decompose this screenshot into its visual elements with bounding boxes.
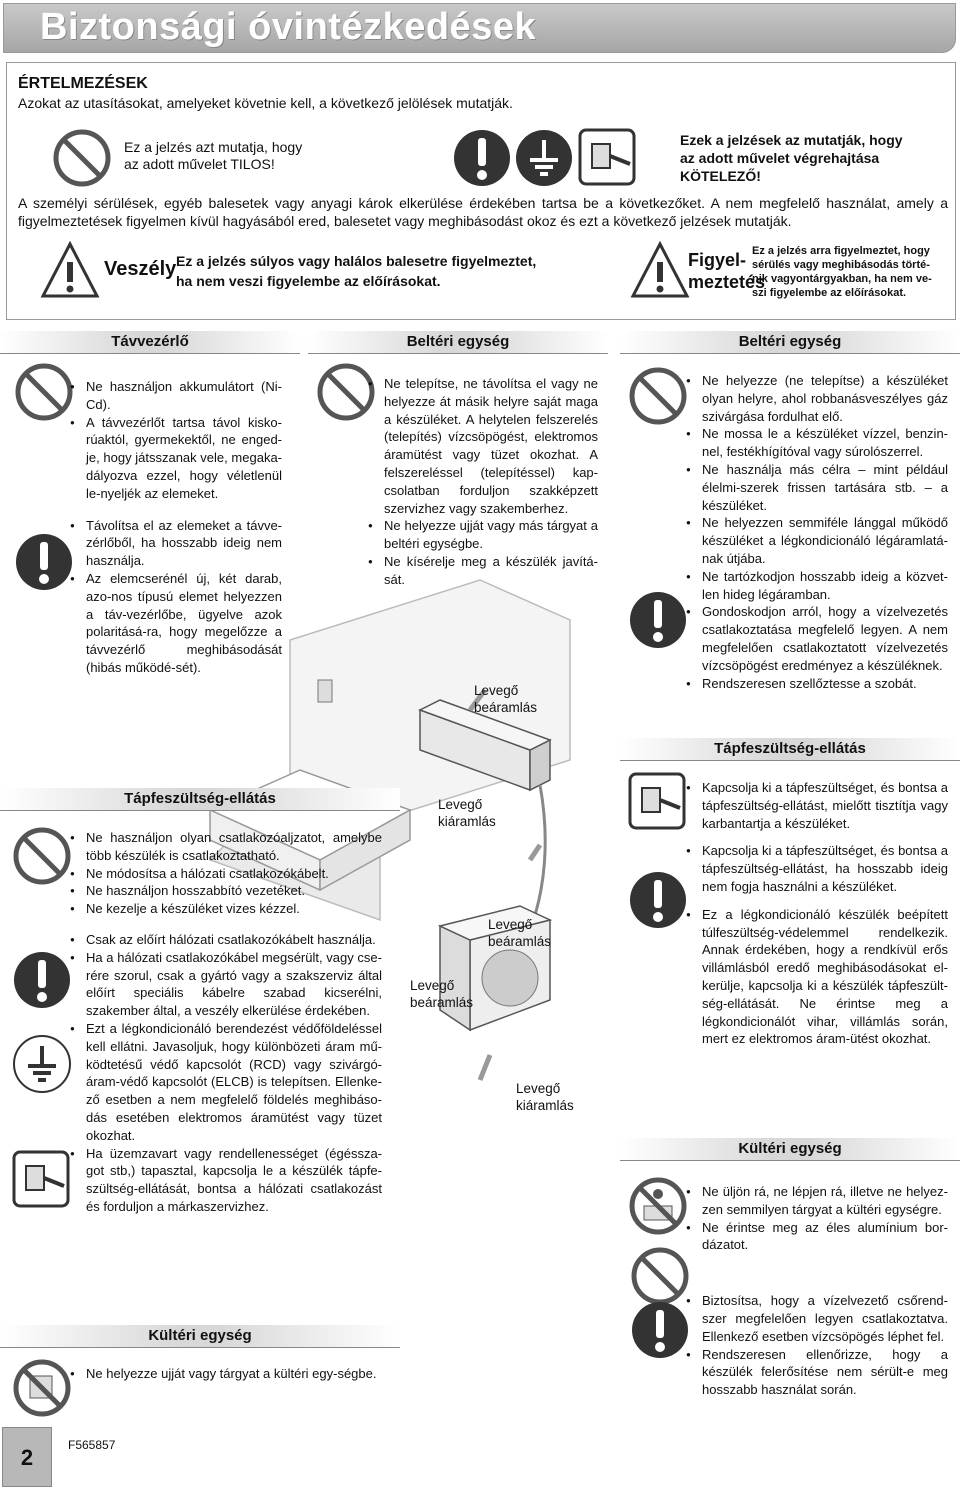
power-right-item: ● Kapcsolja ki a tápfeszültséget, és bontsa a tápfeszültség-ellátást, mielőtt tisztítja vagy karbantartja a készüléket. <box>686 779 948 832</box>
power-left-item: ● Ne használjon hosszabbító vezetéket. <box>70 882 382 900</box>
remote-item: ● Az elemcserénél új, két darab, azo-nos típusú elemet helyezzen a táv-vezérlőbe, ügyelve azok polaritásá-ra, hogy megelőzze a távvezérlő meghibásodását (hibás működé-sét). <box>70 570 282 677</box>
power-left-item: ● Ne módosítsa a hálózati csatlakozókábelt. <box>70 865 382 883</box>
prohibited-text-2: az adott művelet TILOS! <box>124 156 275 172</box>
power-left-item: ● Ezt a légkondicionáló berendezést védőföldeléssel kell ellátni. Javasoljuk, hogy különbözeti áram mű-ködtetésű védő kapcsolót (RCD) vagy szivárgó-áram-védő kapcsolót (ELCB) is telepítsen. Ellenke-ző esetben a nem megfelelő földelés meghibáso-dás esetében elektromos áramütést vagy tüzet okozhat. <box>70 1020 382 1145</box>
outdoor-right-heading: Kültéri egység <box>620 1138 960 1161</box>
indoor-right-item: ● Rendszeresen szellőztesse a szobát. <box>686 675 948 693</box>
document-code: F565857 <box>68 1438 116 1452</box>
page-title: Biztonsági óvintézkedések <box>40 6 537 48</box>
mandatory-exclamation-icon <box>630 1300 690 1360</box>
indoor-mid-heading: Beltéri egység <box>308 331 608 354</box>
danger-label: Veszély <box>104 258 177 280</box>
remote-item: ● Ne használjon akkumulátort (Ni-Cd). <box>70 378 282 414</box>
definitions-paragraph: A személyi sérülések, egyéb balesetek vagy anyagi károk elkerülése érdekében tartsa be a következőket. A nem megfelelő használat, amely a figyelmeztetések figyelmen kívül hagyásából ered, balesetet vagy meghibásodást okoz és ezt a következő jelzések mutatják. <box>18 195 948 229</box>
remote-heading: Távvezérlő <box>0 331 300 354</box>
indoor-right-list <box>686 372 948 692</box>
danger-triangle-icon <box>40 240 100 300</box>
mandatory-exclamation-icon <box>452 128 512 188</box>
outdoor-right-item: ● Rendszeresen ellenőrizze, hogy a készülék felerősítése nem sérült-e meg hosszabb használat során. <box>686 1346 948 1399</box>
prohibited-icon <box>14 362 74 422</box>
power-left-item: ● Ne használjon olyan csatlakozóaljzatot, amelybe több készülék is csatlakoztatható. <box>70 829 382 865</box>
definitions-heading: ÉRTELMEZÉSEK <box>18 75 148 92</box>
power-right-list <box>686 779 948 1048</box>
indoor-mid-item: ● Ne helyezze ujját vagy más tárgyat a beltéri egységbe. <box>368 517 598 553</box>
mandatory-text-1: Ezek a jelzések az mutatják, hogy <box>680 132 903 148</box>
indoor-mid-item: ● Ne kísérelje meg a készülék javítá-sát. <box>368 553 598 589</box>
air-in-label-2: Levegő <box>488 917 533 932</box>
outdoor-left-heading: Kültéri egység <box>0 1325 400 1348</box>
caution-triangle-icon <box>630 240 690 300</box>
indoor-mid-list <box>368 375 598 589</box>
power-left-item: ● Ha a hálózati csatlakozókábel megsérült, vagy cse-rére szorul, csak a gyártó vagy a szakszerviz által előírt speciális kábelre szabad kicserélni, szakember által, a veszély elkerülése érdekében. <box>70 949 382 1020</box>
earth-ground-icon <box>514 128 574 188</box>
indoor-right-item: ● Ne tartózkodjon hosszabb ideig a közvet-len hideg légáramban. <box>686 568 948 604</box>
outdoor-right-item: ● Ne érintse meg az éles alumínium bor-dázatot. <box>686 1219 948 1255</box>
air-out-label-2b: kiáramlás <box>516 1098 574 1113</box>
mandatory-text-3: KÖTELEZŐ! <box>680 168 761 184</box>
page-number: 2 <box>2 1427 52 1487</box>
indoor-right-item: ● Ne helyezzen semmiféle lánggal működő készüléket a légkondicionáló légáramlatá-nak útjába. <box>686 514 948 567</box>
indoor-right-item: ● Ne mossa le a készüléket vízzel, benzin-nel, festékhígítóval vagy súrolószerrel. <box>686 425 948 461</box>
caution-label-1: Figyel- <box>688 250 747 270</box>
air-in-label-3b: beáramlás <box>410 995 474 1010</box>
air-in-label-3: Levegő <box>410 978 455 993</box>
power-right-item: ● Ez a légkondicionáló készülék beépített túlfeszültség-védelemmel rendelkezik. Annak érdekében, hogy a rendkívül erős villámlásból eredő meghibásodásokat el-kerülje, kapcsolja ki a készülék tápfeszült-ség-ellátását. Ne érintse meg a légkondicionálót vihar, villámlás során, mert ez elektromos áram-ütést okozhat. <box>686 906 948 1048</box>
air-out-label-1b: kiáramlás <box>438 814 496 829</box>
unplug-icon <box>628 772 686 830</box>
indoor-right-heading: Beltéri egység <box>620 331 960 354</box>
definitions-intro: Azokat az utasításokat, amelyeket követnie kell, a következő jelölések mutatják. <box>18 95 513 111</box>
earth-ground-icon <box>12 1034 72 1094</box>
indoor-mid-item: ● Ne telepítse, ne távolítsa el vagy ne helyezze át másik helyre saját maga a készüléket. A helytelen felszerelés (telepítés) vízcsöpögést, elektromos áramütést vagy tüzet okozhat. A felszereléssel (telepítéssel) kap-csolatban forduljon szakképzett szervizhez vagy szakemberhez. <box>368 375 598 517</box>
mandatory-exclamation-icon <box>12 950 72 1010</box>
air-in-label-1b: beáramlás <box>474 700 538 715</box>
power-left-list <box>70 829 382 1216</box>
air-out-label-2: Levegő <box>516 1081 561 1096</box>
power-right-item: ● Kapcsolja ki a tápfeszültséget, és bontsa a tápfeszültség-ellátást, ha hosszabb ideig nem fogja használni a készüléket. <box>686 842 948 895</box>
caution-text: Ez a jelzés arra figyelmeztet, hogy sérülés vagy meghibásodás törté-nik vagyontárgyakban, ha nem ve-szi figyelembe az előírásokat. <box>752 245 932 299</box>
mandatory-exclamation-icon <box>14 532 74 592</box>
prohibited-icon <box>52 128 112 188</box>
indoor-right-item: ● Ne helyezze (ne telepítse) a készüléket olyan helyre, ahol robbanásveszélyes gáz szivárgása fordulhat elő. <box>686 372 948 425</box>
title-banner <box>3 3 956 53</box>
power-left-item: ● Csak az előírt hálózati csatlakozókábelt használja. <box>70 931 382 949</box>
no-hand-in-unit-icon <box>12 1358 72 1418</box>
unplug-icon <box>12 1150 70 1208</box>
prohibited-icon <box>12 826 72 886</box>
prohibited-icon <box>316 362 376 422</box>
air-in-label-2b: beáramlás <box>488 934 552 949</box>
prohibited-text-1: Ez a jelzés azt mutatja, hogy <box>124 139 303 155</box>
danger-text-2: ha nem veszi figyelembe az előírásokat. <box>176 273 441 289</box>
prohibited-icon <box>630 1246 690 1306</box>
remote-item: ● A távvezérlőt tartsa távol kisko-rúaktól, gyermekektől, ne enged-je, hogy játsszanak vele, megaka-dályozva ezzel, hogy véletlenül le-nyeljék az elemeket. <box>70 414 282 503</box>
outdoor-right-item: ● Ne üljön rá, ne lépjen rá, illetve ne helyez-zen semmilyen tárgyat a kültéri egységre. <box>686 1183 948 1219</box>
outdoor-right-item: ● Biztosítsa, hogy a vízelvezető csőrend-szer megfelelően legyen csatlakoztatva. Ellenkező esetben vízcsöpögés léphet fel. <box>686 1292 948 1345</box>
outdoor-left-item: ● Ne helyezze ujját vagy tárgyat a kültéri egy-ségbe. <box>70 1365 382 1383</box>
remote-item: ● Távolítsa el az elemeket a távve-zérlőből, ha hosszabb ideig nem használja. <box>70 517 282 570</box>
power-left-item: ● Ne kezelje a készüléket vizes kézzel. <box>70 900 382 918</box>
unplug-icon <box>578 128 636 186</box>
indoor-right-item: ● Ne használja más célra – mint például élelmi-szerek frissen tartására stb. – a készüléket. <box>686 461 948 514</box>
power-left-heading: Tápfeszültség-ellátás <box>0 788 400 811</box>
indoor-right-item: ● Gondoskodjon arról, hogy a vízelvezetés csatlakoztatása megfelelő legyen. A nem megfelelően csatlakoztatott vízelvezetés vízcsöpögést eredményez a készüléknek. <box>686 603 948 674</box>
outdoor-left-list <box>70 1365 382 1383</box>
no-climbing-icon <box>628 1176 688 1236</box>
power-left-item: ● Ha üzemzavart vagy rendellenességet (égéssza-got stb,) tapasztal, kapcsolja le a készülék tápfe-szültség-ellátását, bontsa a hálózati csatlakozást és forduljon a márkaszervizhez. <box>70 1145 382 1216</box>
air-in-label-1: Levegő <box>474 683 519 698</box>
danger-text-1: Ez a jelzés súlyos vagy halálos balesetre figyelmeztet, <box>176 253 537 269</box>
air-out-label-1: Levegő <box>438 797 483 812</box>
caution-label-2: meztetés <box>688 272 766 292</box>
mandatory-exclamation-icon <box>628 870 688 930</box>
outdoor-right-list <box>686 1183 948 1399</box>
mandatory-text-2: az adott művelet végrehajtása <box>680 150 880 166</box>
prohibited-icon <box>628 366 688 426</box>
power-right-heading: Tápfeszültség-ellátás <box>620 738 960 761</box>
